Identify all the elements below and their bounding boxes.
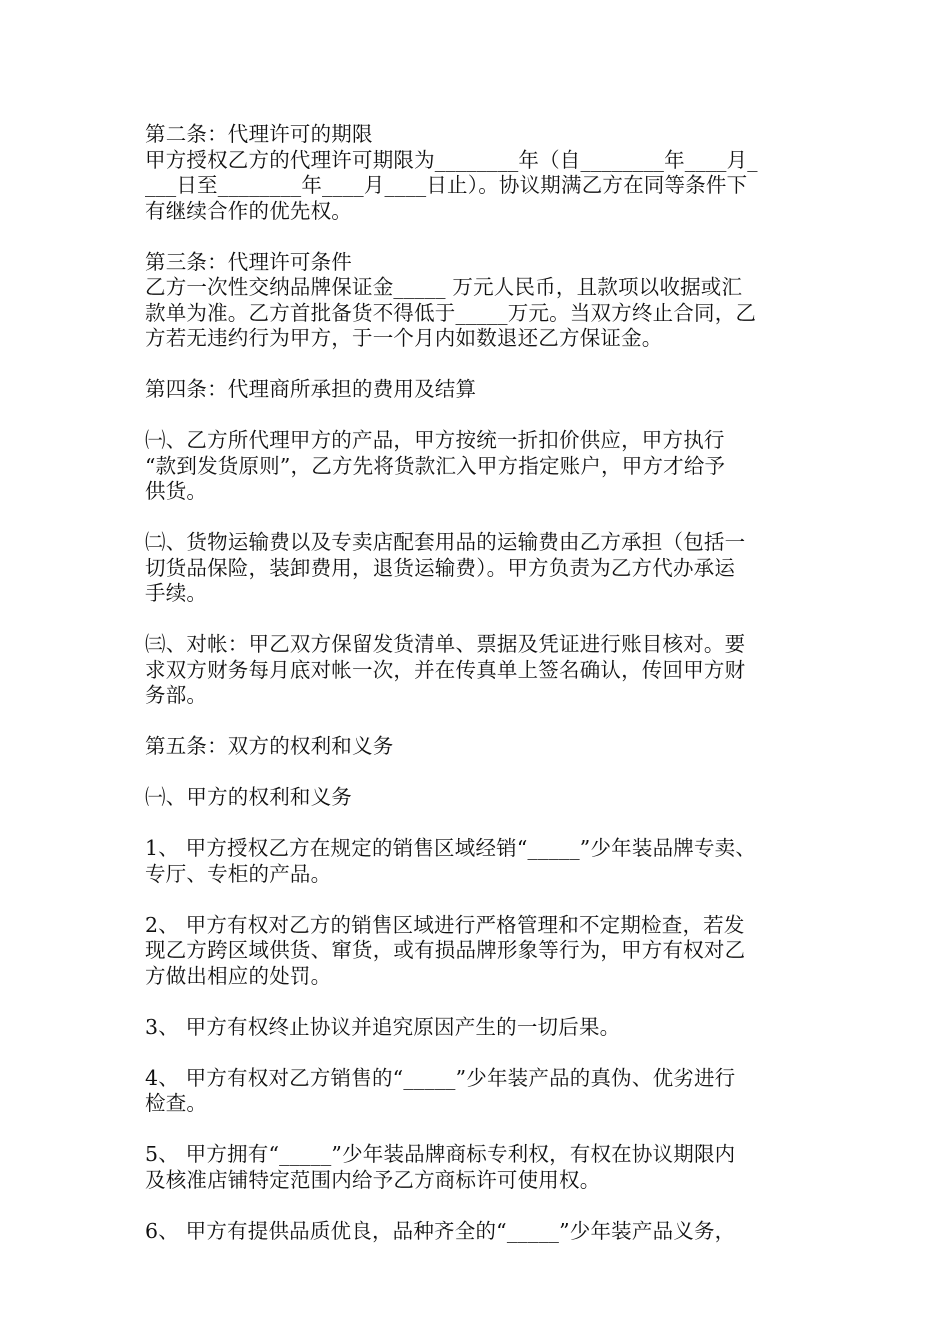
text-line: ㈡、货物运输费以及专卖店配套用品的运输费由乙方承担（包括一: [145, 530, 746, 554]
paragraph: [145, 530, 813, 607]
text-line: 务部。: [145, 683, 208, 707]
text-line: 6、 甲方有提供品质优良，品种齐全的“_____”少年装产品义务，: [145, 1218, 736, 1243]
text-line: 乙方一次性交纳品牌保证金_____ 万元人民币，且款项以收据或汇: [145, 275, 743, 299]
text-line: 4、 甲方有权对乙方销售的“_____”少年装产品的真伪、优劣进行: [145, 1065, 736, 1090]
text-line: 及核准店铺特定范围内给予乙方商标许可使用权。: [145, 1167, 601, 1192]
section-heading: [145, 734, 813, 760]
document-body: [145, 122, 813, 1270]
paragraph: [145, 836, 813, 887]
text-line: 检查。: [145, 1091, 208, 1115]
text-line: 现乙方跨区域供货、窜货，或有损品牌形象等行为，甲方有权对乙: [145, 938, 746, 962]
paragraph: [145, 1066, 813, 1117]
text-line: ___日至________年____月____日止）。协议期满乙方在同等条件下: [145, 173, 748, 197]
text-line: 切货品保险，装卸费用，退货运输费）。甲方负责为乙方代办承运: [145, 555, 736, 580]
paragraph: [145, 632, 813, 709]
text-line: 有继续合作的优先权。: [145, 198, 352, 223]
section-heading: [145, 122, 813, 148]
paragraph: [145, 913, 813, 990]
paragraph: [145, 1219, 813, 1245]
text-line: 第二条：代理许可的期限: [145, 122, 373, 146]
text-line: 3、 甲方有权终止协议并追究原因产生的一切后果。: [145, 1014, 621, 1039]
paragraph: [145, 428, 813, 505]
text-line: 第四条：代理商所承担的费用及结算: [145, 377, 477, 401]
text-line: 第五条：双方的权利和义务: [145, 734, 394, 758]
text-line: ㈢、对帐：甲乙双方保留发货清单、票据及凭证进行账目核对。要: [145, 632, 746, 656]
text-line: ㈠、乙方所代理甲方的产品，甲方按统一折扣价供应，甲方执行: [145, 428, 725, 452]
section-heading: [145, 377, 813, 403]
text-line: 供货。: [145, 479, 208, 503]
paragraph: [145, 148, 813, 225]
section-heading: [145, 250, 813, 276]
text-line: 专厅、专柜的产品。: [145, 861, 332, 886]
text-line: 2、 甲方有权对乙方的销售区域进行严格管理和不定期检查，若发: [145, 912, 745, 937]
text-line: 手续。: [145, 581, 208, 605]
text-line: 第三条：代理许可条件: [145, 249, 352, 274]
paragraph: [145, 275, 813, 352]
text-line: 1、 甲方授权乙方在规定的销售区域经销“_____”少年装品牌专卖、: [145, 836, 757, 860]
text-line: 方做出相应的处罚。: [145, 963, 332, 988]
text-line: 5、 甲方拥有“_____”少年装品牌商标专利权，有权在协议期限内: [145, 1142, 736, 1166]
text-line: 方若无违约行为甲方，于一个月内如数退还乙方保证金。: [145, 326, 663, 350]
text-line: ㈠、甲方的权利和义务: [145, 785, 352, 809]
paragraph: [145, 785, 813, 811]
text-line: 款单为准。乙方首批备货不得低于_____万元。当双方终止合同，乙: [145, 300, 757, 325]
text-line: “款到发货原则”，乙方先将货款汇入甲方指定账户，甲方才给予: [145, 453, 726, 478]
text-line: 求双方财务每月底对帐一次，并在传真单上签名确认，传回甲方财: [145, 657, 746, 682]
paragraph: [145, 1142, 813, 1193]
paragraph: [145, 1015, 813, 1041]
text-line: 甲方授权乙方的代理许可期限为________年（自________年____月_: [145, 147, 758, 172]
